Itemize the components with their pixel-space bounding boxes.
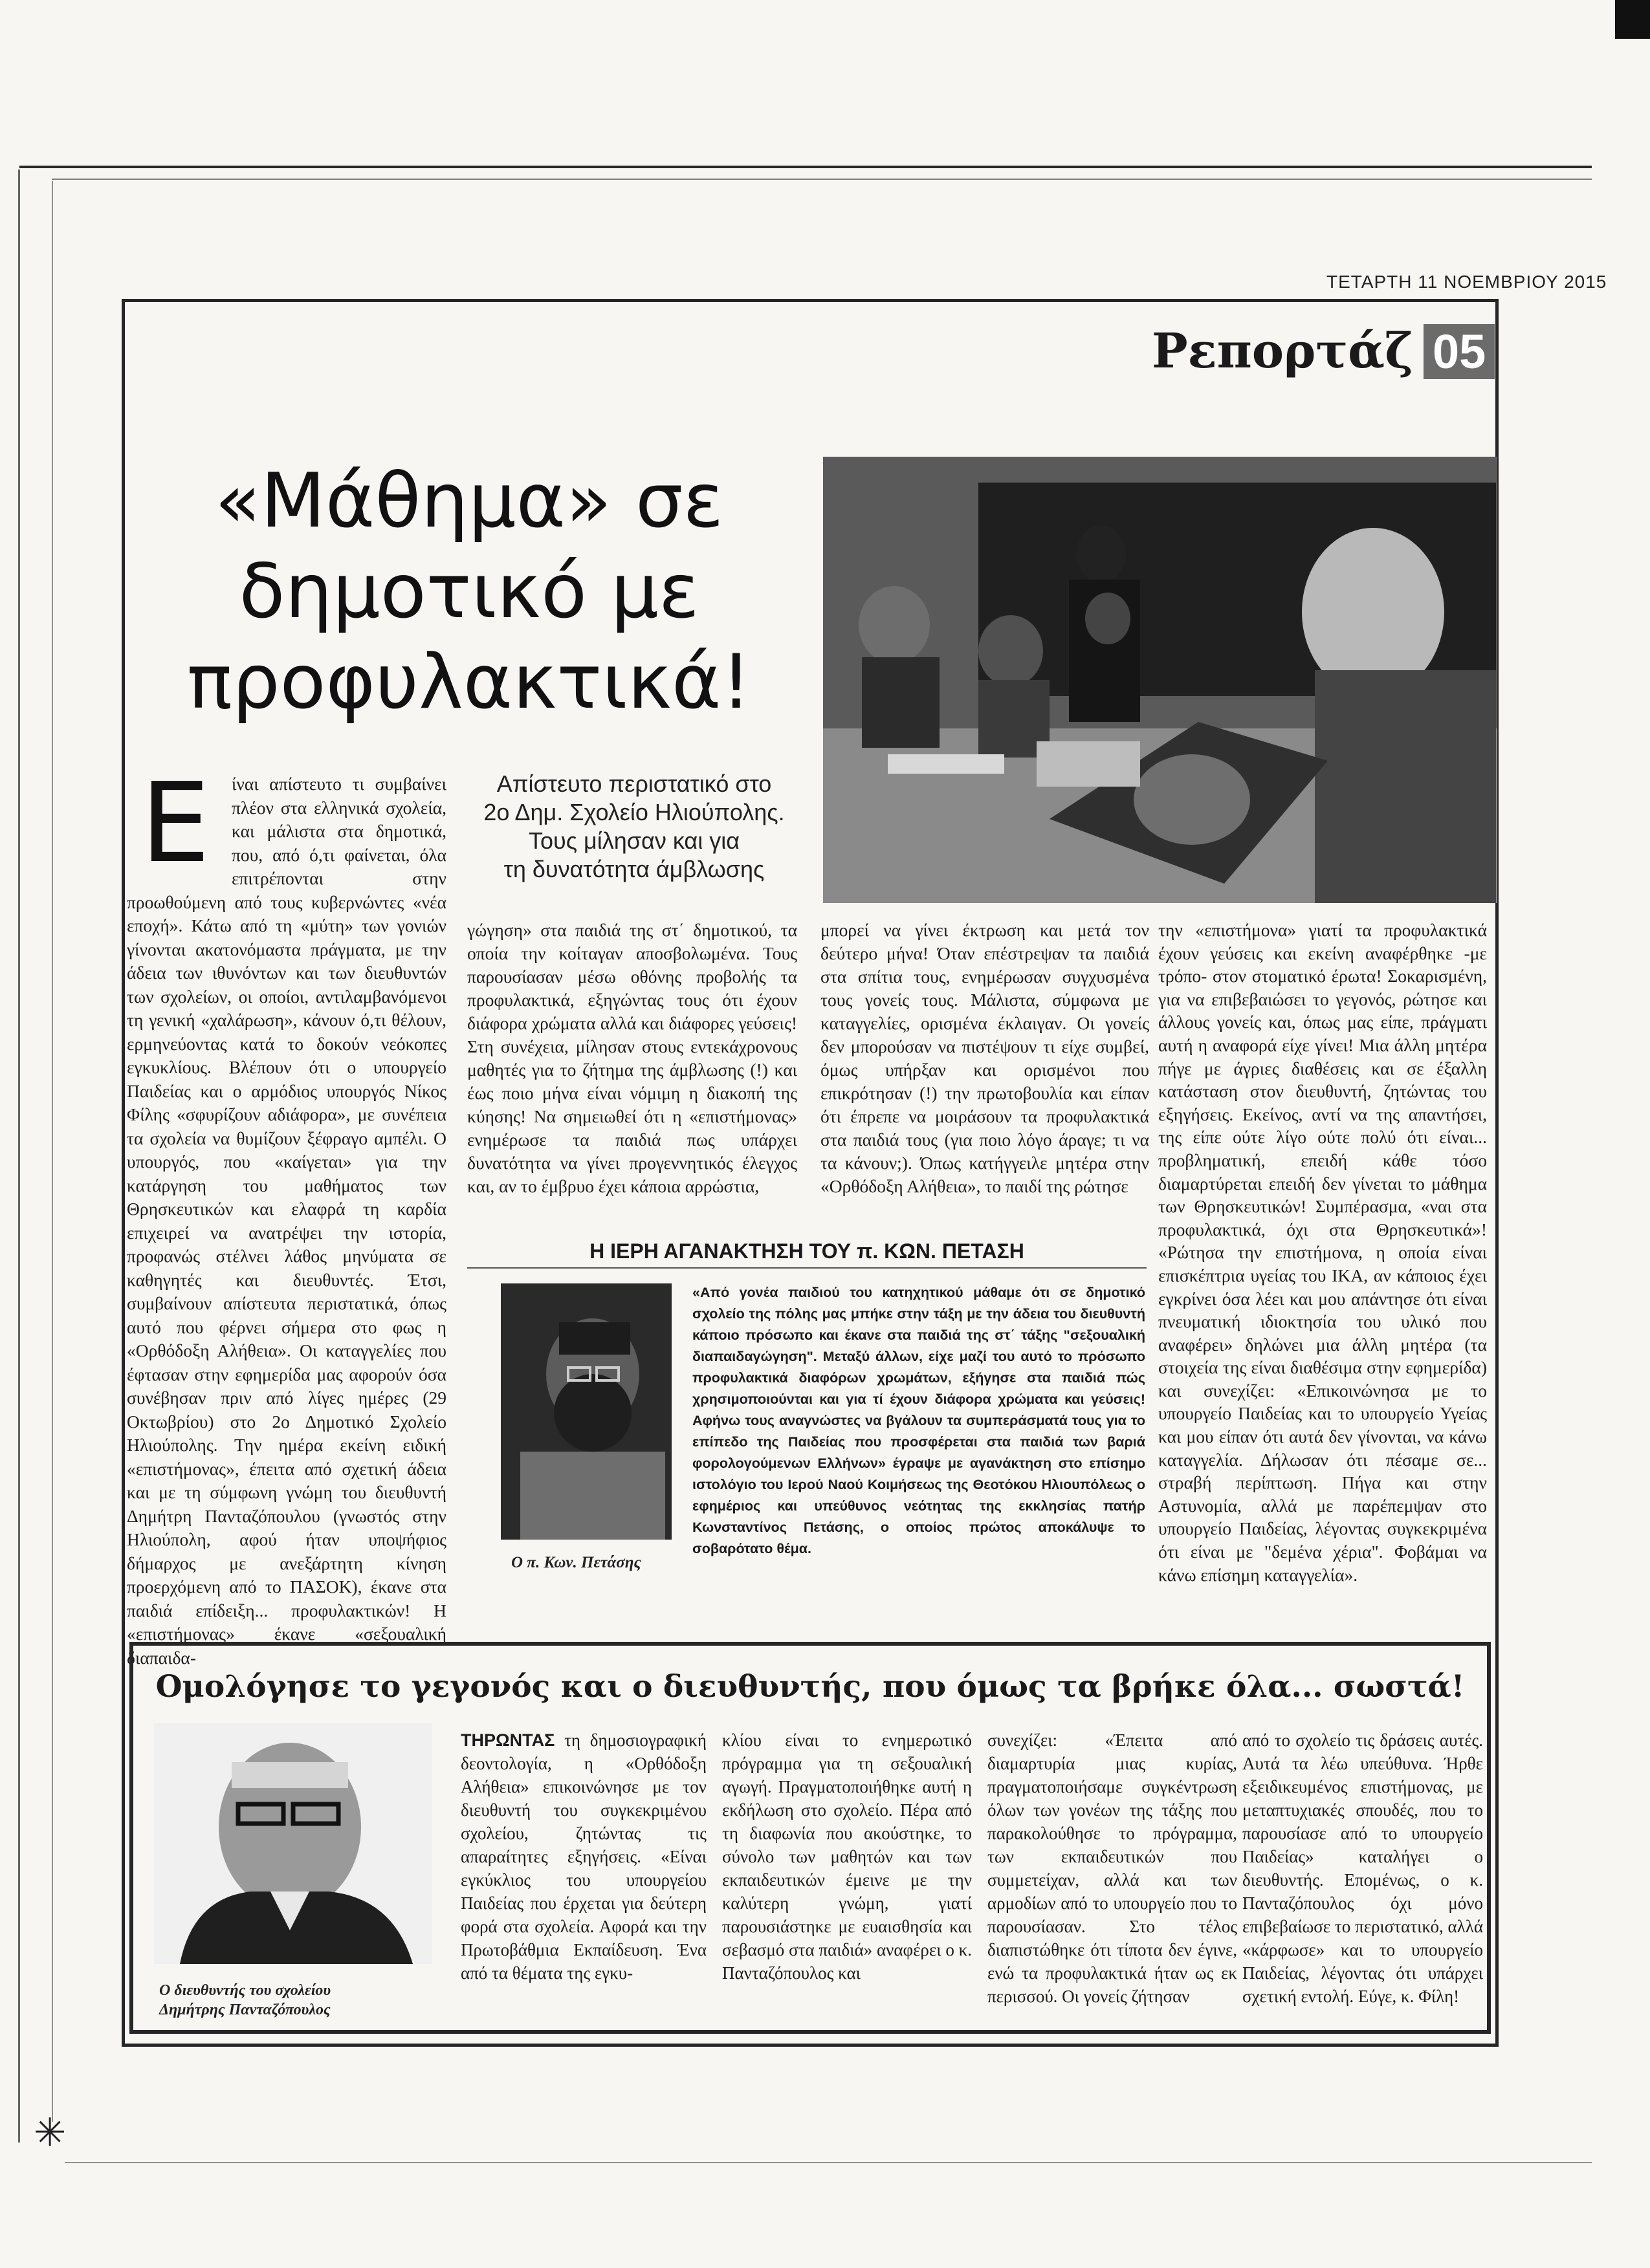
director-caption: Ο διευθυντής του σχολείου Δημήτρης Πανταζόπουλος (159, 1982, 331, 2018)
subhead-line-2: 2ο Δημ. Σχολείο Ηλιούπολης. (483, 799, 785, 825)
scan-top-rule (19, 166, 1592, 168)
scan-left-rule-2 (52, 181, 53, 2122)
box-col-2-text: κλίου είναι το ενημερωτικό πρόγραμμα για τη σεξουαλική αγωγή. Πραγματοποιήθηκε αυτή η εκδήλωση στο σχολείο. Πέρα από τη διαφωνία που ακούστηκε, το σύνολο των μαθητών και των εκπαιδευτικών έμεινε με την καλύτερη γνώμη, γιατί παρουσιάστηκε με ευαισθησία και σεβασμό στα παιδιά» αναφέρει ο κ. Πανταζόπουλος και (722, 1730, 972, 1983)
priest-photo (501, 1283, 672, 1540)
headline-line-3: προφυλακτικά! (187, 638, 751, 726)
box-headline: Ομολόγησε το γεγονός και ο διευθυντής, που όμως τα βρήκε όλα... σωστά! (155, 1669, 1465, 1705)
issue-date: ΤΕΤΑΡΤΗ 11 ΝΟΕΜΒΡΙΟΥ 2015 (1326, 272, 1607, 292)
classroom-photo (823, 457, 1497, 903)
classroom-illustration (823, 457, 1497, 903)
headline (136, 456, 802, 728)
sidebar-text (692, 1282, 1145, 1586)
subhead-line-3: Τους μίλησαν και για (528, 827, 740, 854)
article-col-3-text: μπορεί να γίνει έκτρωση και μετά τον δεύτερο μήνα! Όταν επέστρεψαν τα παιδιά στα σπίτια τους, ενημέρωσαν συγχυσμένα τους γονείς τους. Μάλιστα, σύμφωνα με καταγγελίες, ορισμένα έκλαιγαν. Οι γονείς δεν μπορούσαν να πιστέψουν τι είχε συμβεί, όμως υπήρξαν και ορισμένοι που επικρότησαν (!) την πρωτοβουλία και είπαν ότι έπρεπε να μοιράσουν τα προφυλακτικά στα παιδιά τους (για ποιο λόγο άραγε; τι να τα κάνουν;). Όπως κατήγγειλε μητέρα στην «Ορθόδοξη Αλήθεια», το παιδί της ρώτησε (820, 920, 1149, 1196)
box-col-4 (1242, 1728, 1483, 2020)
box-col-3-text: συνεχίζει: «Έπειτα από διαμαρτυρία μιας κυρίας, πραγματοποιήσαμε συγκέντρωση όλων των γονέων της τάξης που παρακολούθησε το πρόγραμμα, των εκπαιδευτικών που συμμετείχαν, αλλά και των αρμοδίων από το υπουργείο που το παρουσίασαν. Στο τέλος διαπιστώθηκε ότι τίποτα δεν έγινε, ενώ τα προφυλακτικά ήταν ως εκ περισσού. Οι γονείς ζήτησαν (987, 1730, 1237, 2006)
section-title: Ρεπορτάζ (1152, 323, 1413, 379)
director-portrait (154, 1723, 432, 1964)
box-col-1-text (461, 1728, 707, 1985)
director-photo (154, 1723, 432, 1964)
article-col-4 (1158, 919, 1487, 1604)
box-col-4-text: από το σχολείο τις δράσεις αυτές. Αυτά τα λέω υπεύθυνα. Ήρθε εξειδικευμένος επιστήμονας, με μεταπτυχιακές σπουδές, που το παρουσίασε από το υπουργείο Παιδείας» καταλήγει ο διευθυντής. Επομένως, ο κ. Πανταζόπουλος όχι μόνο επιβεβαίωσε το περιστατικό, αλλά «κάρφωσε» και το υπουργείο Παιδείας, λέγοντας ότι υπάρχει σχετική εντολή. Εύγε, κ. Φίλη! (1242, 1730, 1483, 2006)
article-col-1-text: ίναι απίστευτο τι συμβαίνει πλέον στα ελληνικά σχολεία, και μάλιστα στα δημοτικά, που, από ό,τι φαίνεται, όλα επιτρέπονται στην προωθούμενη από τους κυβερνώντες «νέα εποχή». Κάτω από τη «μύτη» των γονιών γίνονται ακατονόμαστα πράγματα, με την άδεια των ιθυνόντων και των διευθυντών των σχολείων, οι οποίοι, αντιλαμβανόμενοι τη γενική «χαλάρωση», κάνουν ό,τι θέλουν, ερμηνεύοντας κατά το δοκούν νεόκοπες εγκυκλίους. Βλέπουν ότι ο υπουργείο Παιδείας και ο αρμόδιος υπουργός Νίκος Φίλης «σφυρίζουν αδιάφορα», με συνέπεια τα σχολεία να θυμίζουν ξέφραγο αμπέλι. Ο υπουργός, που «καίγεται» για την κατάργηση του μαθήματος των Θρησκευτικών και ελαφρά τη καρδία επιχειρεί να ανατρέψει την ιστορία, προφανώς στέλνει λάθος μηνύματα σε καθηγητές και διευθυντές. Έτσι, συμβαίνουν απίστευτα περιστατικά, όπως αυτό που φέρνει σήμερα στο φως η «Ορθόδοξη Αλήθεια». Οι καταγγελίες που έφτασαν στην εφημερίδα μας αφορούν όσα συνέβησαν πριν από λίγες ημέρες (29 Οκτωβρίου) στο 2ο Δημοτικό Σχολείο Ηλιούπολης. Την ημέρα εκείνη ειδική «επιστήμονας», έπειτα από σχετική άδεια και με τη σύμφωνη γνώμη του διευθυντή Δημήτρη Πανταζόπουλου (γνωστός στην Ηλιούπολη, αφού ήταν υποψήφιος δήμαρχος με ανεξάρτητη κίνηση προερχόμενη από το ΠΑΣΟΚ), έκανε στα παιδιά επίδειξη... προφυλακτικών! Η «επιστήμονας» έκανε «σεξουαλική διαπαιδα- (127, 774, 446, 1668)
subhead (453, 770, 815, 884)
box-lead: ΤΗΡΩΝΤΑΣ (461, 1730, 555, 1750)
article-col-1 (127, 759, 446, 1668)
sidebar-heading: Η ΙΕΡΗ ΑΓΑΝΑΚΤΗΣΗ ΤΟΥ π. ΚΩΝ. ΠΕΤΑΣΗ (467, 1239, 1147, 1269)
priest-caption: Ο π. Κων. Πετάσης (511, 1554, 641, 1571)
drop-cap (127, 759, 224, 888)
article-col-2-text: γώγηση» στα παιδιά της στ΄ δημοτικού, τα οποία την κοίταγαν αποσβολωμένα. Τους παρουσίασαν μέσω οθόνης προβολής τα προφυλακτικά, εξηγώντας τους ότι έχουν διάφορα χρώματα αλλά και διάφορες γεύσεις! Στη συνέχεια, μίλησαν στους εντεκάχρονους μαθητές για το ζήτημα της άμβλωσης (!) και έως ποιο μήνα είναι νόμιμη η διακοπή της κύησης! Να σημειωθεί ότι η «επιστήμονας» ενημέρωσε τα παιδιά πως υπάρχει δυνατότητα να γίνει προγεννητικός έλεγχος και, αν το έμβρυο έχει κάποια αρρώστια, (467, 920, 797, 1196)
headline-line-1: «Μάθημα» σε (214, 457, 724, 545)
priest-portrait (501, 1283, 672, 1540)
box-col-1-body: τη δημοσιογραφική δεοντολογία, η «Ορθόδοξη Αλήθεια» επικοινώνησε με τον διευθυντή του συγκεκριμένου σχολείου, ζητώντας τις απαραίτητες εξηγήσεις. «Είναι εγκύκλιος του υπουργείου Παιδείας που έρχεται για δεύτερη φορά στα σχολεία. Αφορά και την Πρωτοβάθμια Εκπαίδευση. Ένα από τα θέματα της εγκυ- (461, 1730, 707, 1983)
subhead-line-4: τη δυνατότητα άμβλωσης (503, 856, 765, 882)
scan-top-rule-2 (52, 179, 1592, 180)
article-col-3 (820, 919, 1149, 1210)
headline-line-2: δημοτικό με (239, 548, 699, 635)
scan-corner-mark (1615, 0, 1650, 39)
scan-left-rule (18, 169, 20, 2143)
box-col-1 (461, 1728, 707, 2020)
article-col-2 (467, 919, 797, 1210)
section-header (1152, 323, 1495, 379)
sidebar-body: «Από γονέα παιδιού του κατηχητικού μάθαμε ότι σε δημοτικό σχολείο της πόλης μας μπήκε στην τάξη με την άδεια του διευθυντή κάποιο πρόσωπο και έκανε στα παιδιά της στ΄ τάξης "σεξουαλική διαπαιδαγώγηση". Μεταξύ άλλων, είχε μαζί του αυτό το πρόσωπο προφυλακτικά διαφόρων χρωμάτων, εξήγησε στα παιδιά πώς χρησιμοποιούνται και για τί έχουν διάφορα χρώματα και γεύσεις! Αφήνω τους αναγνώστες να βγάλουν τα συμπεράσματά τους για το επίπεδο της Παιδείας που προσφέρεται στα παιδιά των βαριά φορολογούμενων Ελλήνων» έγραψε με αγανάκτηση στο επίσημο ιστολόγιο του Ιερού Ναού Κοιμήσεως της Θεοτόκου Ηλιουπόλεως ο εφημέριος και υπεύθυνος νεότητας της εκκλησίας πατήρ Κωνσταντίνος Πετάσης, ο οποίος πρώτος αποκάλυψε το σοβαρότατο θέμα. (692, 1285, 1145, 1556)
box-col-2 (722, 1728, 972, 2020)
scan-bottom-rule (65, 2162, 1592, 2163)
drop-cap-letter: Ε (140, 759, 210, 888)
page-number: 05 (1424, 324, 1495, 379)
registration-mark: ✳ (34, 2110, 67, 2155)
box-col-3 (987, 1728, 1237, 2020)
subhead-line-1: Απίστευτο περιστατικό στο (496, 770, 772, 797)
article-col-4-text: την «επιστήμονα» γιατί τα προφυλακτικά έχουν γεύσεις και εκείνη αναφέρθηκε -με τρόπο- στον στοματικό έρωτα! Σοκαρισμένη, για να επιβεβαιώσει το γεγονός, ρώτησε και άλλους γονείς και, όπως μας είπε, πράγματι αυτή η αναφορά είχε γίνει! Μια άλλη μητέρα πήγε με άγριες διαθέσεις και σε έξαλλη κατάσταση στον διευθυντή, ζητώντας του εξηγήσεις. Εκείνος, αντί να της απαντήσει, της είπε ούτε λίγο ούτε πολύ ότι είναι... προβληματική, επειδή κάθε τόσο διαμαρτύρεται επειδή δεν γίνεται το μάθημα των Θρησκευτικών! Συμπέρασμα, «ναι στα προφυλακτικά, όχι στα Θρησκευτικά»! «Ρώτησα την επιστήμονα, η οποία είναι επισκέπτρια υγείας του ΙΚΑ, αν κάποιος έχει εγκρίνει όσα λέει και μου απάντησε ότι είναι πνευματική ιδιοκτησία του υλικό που αναφέρει» δηλώνει μια άλλη μητέρα (τα στοιχεία της είναι διαθέσιμα στην εφημερίδα) και συνεχίζει: «Επικοινώνησα με το υπουργείο Παιδείας και το υπουργείο Υγείας και μου είπαν ότι αυτά δεν γίνονται, να κάνω καταγγελία. Δήλωσαν ότι πέσαμε σε... στραβή περίπτωση. Πήγα και στην Αστυνομία, αλλά με παρέπεμψαν στο υπουργείο Παιδείας, λέγοντας συγκεκριμένα ότι είναι με "δεμένα χέρια". Φοβάμαι να κάνω επίσημη καταγγελία». (1158, 920, 1487, 1585)
